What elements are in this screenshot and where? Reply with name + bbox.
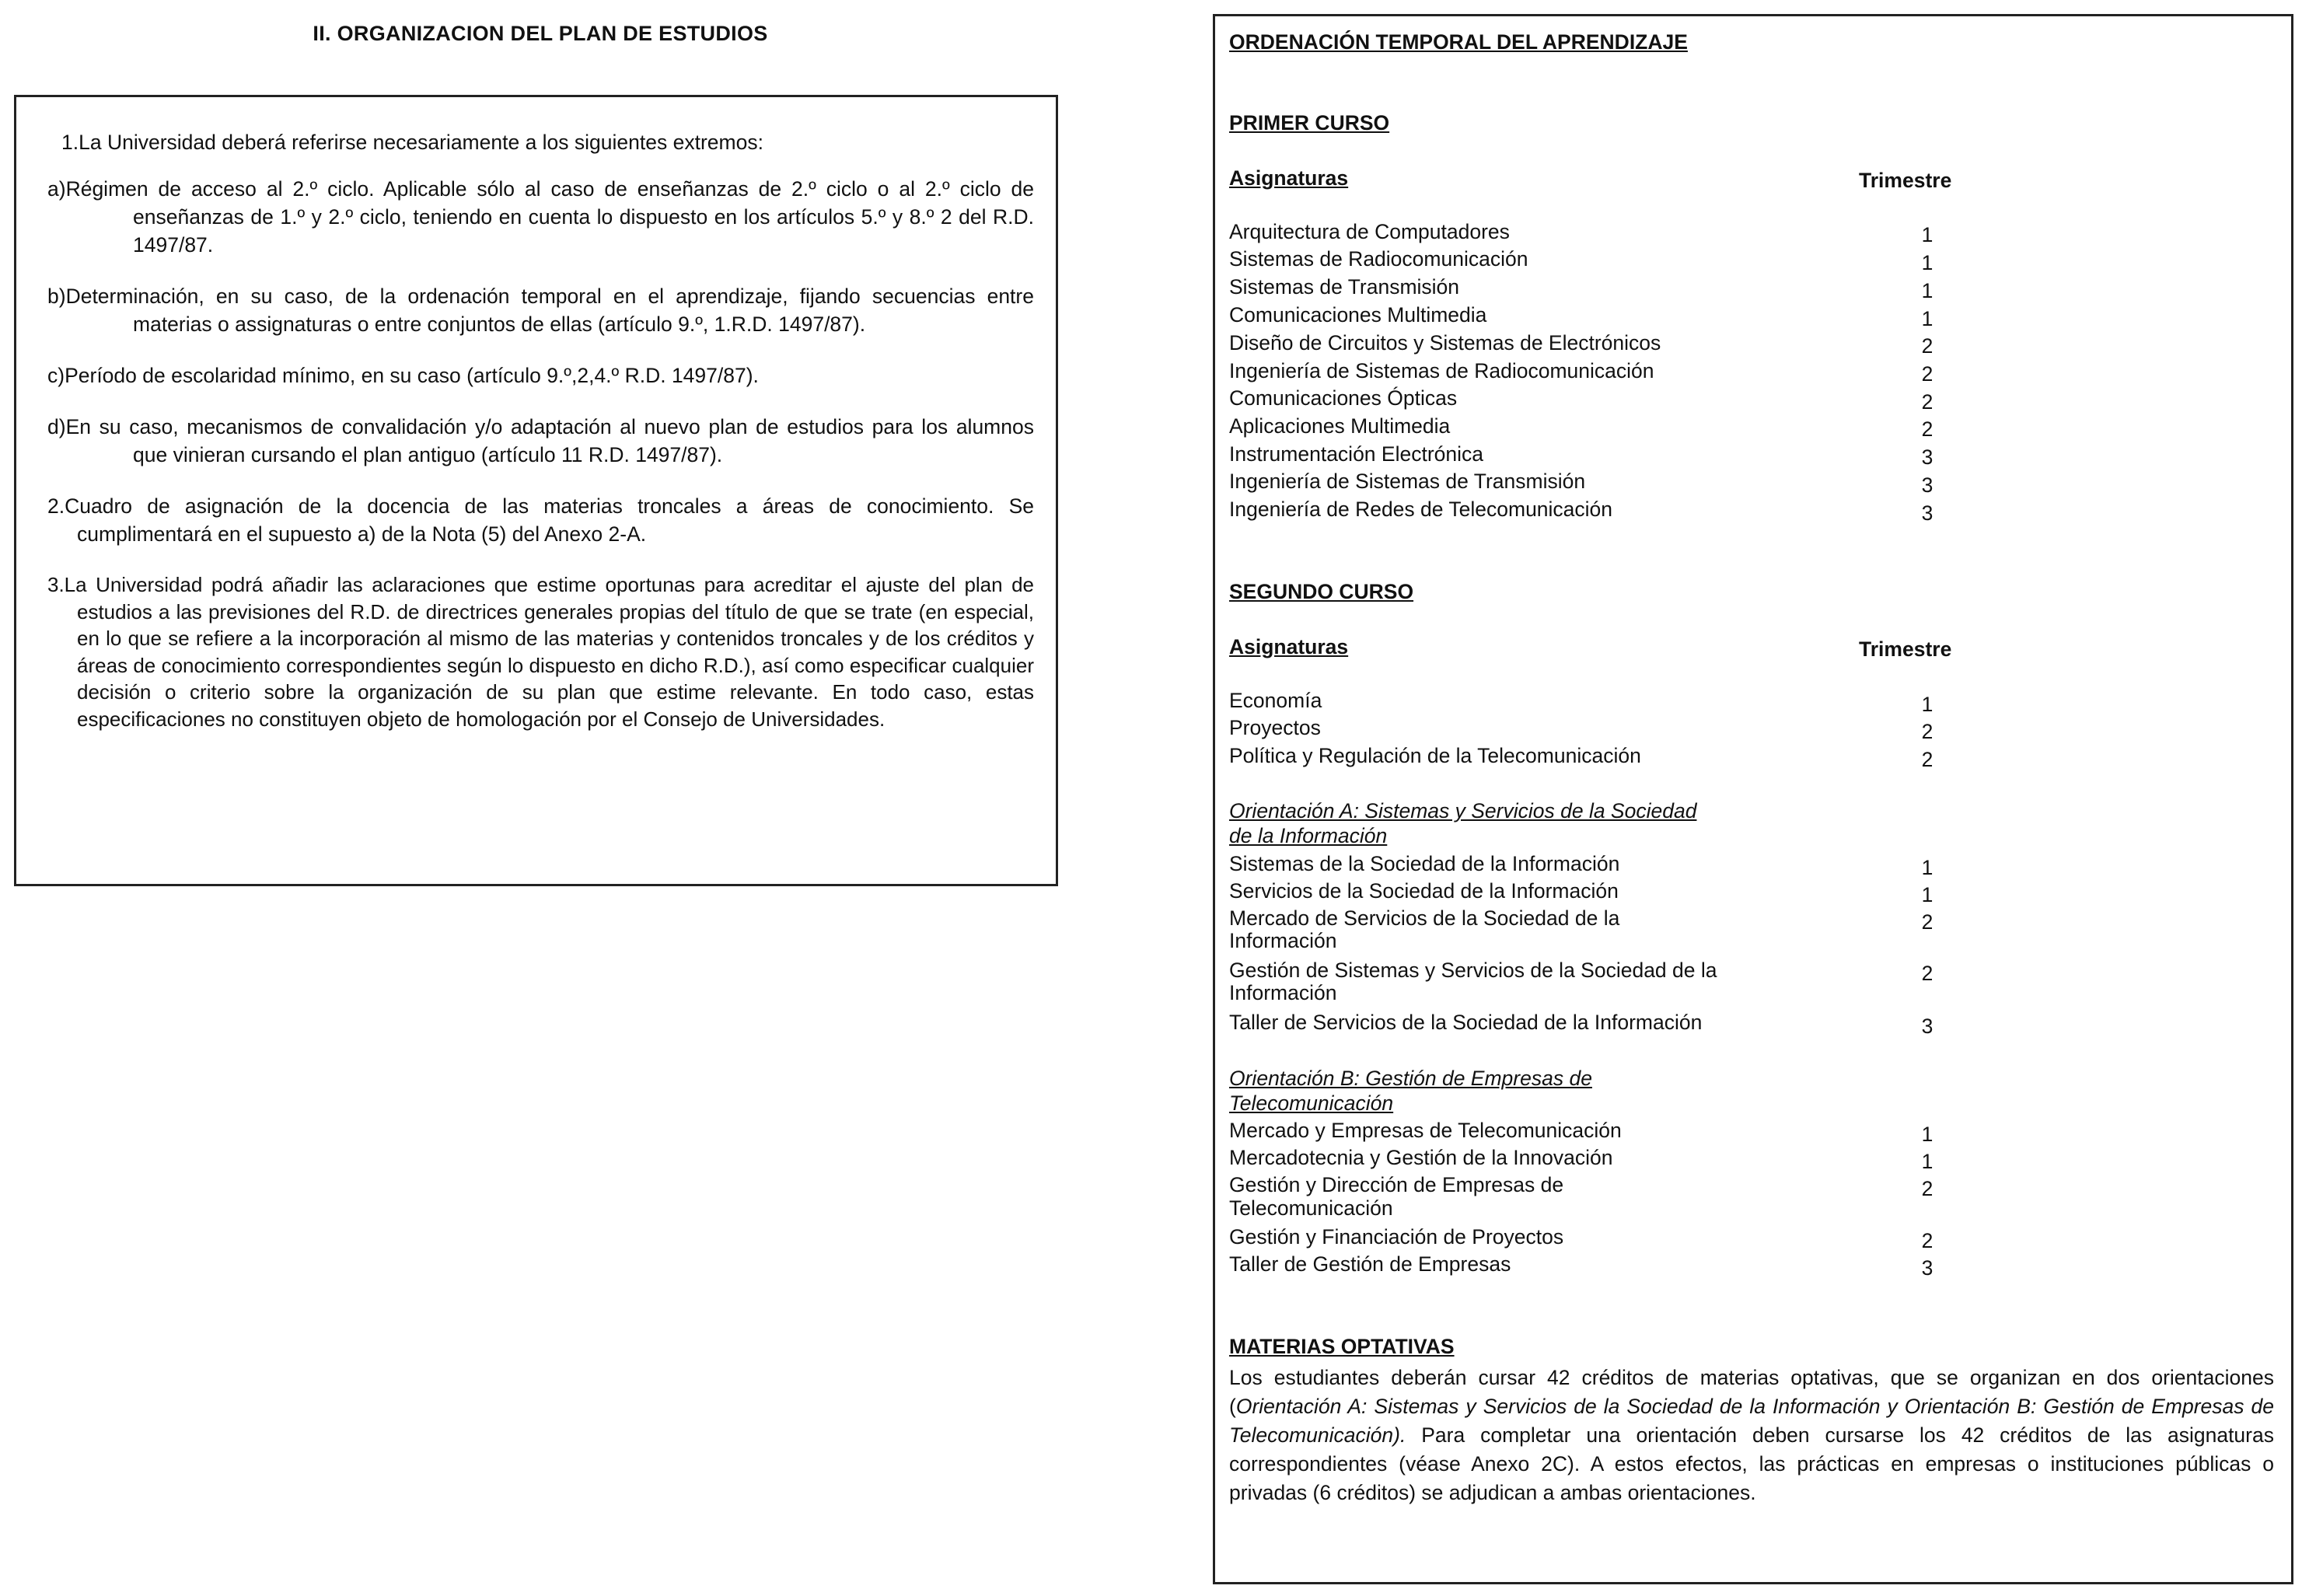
- table-row-trimestre: 1: [1921, 279, 1933, 302]
- table-row-trimestre: 1: [1921, 251, 1933, 274]
- optativas-text-end: Para completar una orientación deben cursarse los 42 créditos de las asignaturas correspondientes (véase Anexo 2C). A estos efectos, las prácticas en empresas o instituciones públicas o privadas (6 créditos) se adjudican a ambas orientaciones.: [1229, 1423, 2274, 1504]
- segundo-col-trimestre: Trimestre: [1859, 637, 1952, 661]
- table-row-name: Mercado de Servicios de la Sociedad de la: [1229, 906, 1620, 930]
- table-row-trimestre: 1: [1921, 1123, 1933, 1146]
- table-row-name: Gestión de Sistemas y Servicios de la Sociedad de la: [1229, 959, 1717, 982]
- table-row-trimestre: 3: [1921, 1256, 1933, 1280]
- optativas-text-start: Los estudiantes deberán cursar 42 créditos de materias optativas, que se organizan en dos orientaciones (: [1229, 1366, 2274, 1418]
- table-row-name: Ingeniería de Sistemas de Radiocomunicación: [1229, 359, 1654, 382]
- table-row-name: Ingeniería de Redes de Telecomunicación: [1229, 498, 1613, 521]
- table-row-name: Mercadotecnia y Gestión de la Innovación: [1229, 1146, 1613, 1169]
- intro-paragraph: 1.La Universidad deberá referirse necesariamente a los siguientes extremos:: [61, 131, 763, 154]
- table-row-name: Servicios de la Sociedad de la Información: [1229, 879, 1619, 903]
- table-row-name: Comunicaciones Multimedia: [1229, 303, 1487, 327]
- table-row-name: Política y Regulación de la Telecomunicación: [1229, 744, 1641, 767]
- segundo-col-asignaturas: Asignaturas: [1229, 635, 1349, 658]
- primer-col-asignaturas: Asignaturas: [1229, 166, 1349, 190]
- item-a: a)Régimen de acceso al 2.º ciclo. Aplicable sólo al caso de enseñanzas de 2.º ciclo o al 2.º ciclo de enseñanzas de 1.º y 2.º ciclo, teniendo en cuenta lo dispuesto en los artículos 5.º y 8.º 2 del R.D. 1497/87.: [47, 177, 1034, 257]
- table-row-name: Taller de Gestión de Empresas: [1229, 1252, 1511, 1276]
- primer-curso-heading: PRIMER CURSO: [1229, 111, 1390, 134]
- point-2: 2.Cuadro de asignación de la docencia de las materias troncales a áreas de conocimiento. Se cumplimentará en el supuesto a) de la Nota (5) del Anexo 2-A.: [47, 494, 1034, 546]
- table-row-name: Aplicaciones Multimedia: [1229, 414, 1451, 438]
- table-row-name-cont: Información: [1229, 929, 1337, 952]
- orientacion-b-title-line2: Telecomunicación: [1229, 1091, 1394, 1115]
- table-row-trimestre: 3: [1921, 1015, 1933, 1038]
- table-row-name: Gestión y Dirección de Empresas de: [1229, 1173, 1564, 1196]
- table-row-trimestre: 2: [1921, 1177, 1933, 1200]
- table-row-name: Sistemas de Radiocomunicación: [1229, 247, 1528, 271]
- table-row-trimestre: 2: [1921, 1229, 1933, 1252]
- point-3: 3.La Universidad podrá añadir las aclaraciones que estime oportunas para acreditar el ajuste del plan de estudios a las previsiones del R.D. de directrices generales propias del título de que se trate (en especial, en lo que se refiere a la incorporación al mismo de las materias y contenidos troncales y de los créditos y áreas de conocimiento correspondientes según lo dispuesto en dicho R.D.), así como especificar cualquier decisión o criterio sobre la organización de su plan que estime relevante. En todo caso, estas especificaciones no constituyen objeto de homologación por el Consejo de Universidades.: [47, 573, 1034, 731]
- orientacion-b-title: Orientación B: Gestión de Empresas de: [1229, 1067, 1592, 1090]
- table-row-trimestre: 3: [1921, 473, 1933, 497]
- table-row-trimestre: 1: [1921, 1150, 1933, 1173]
- table-row-name: Comunicaciones Ópticas: [1229, 386, 1458, 410]
- table-row-name: Gestión y Financiación de Proyectos: [1229, 1225, 1564, 1249]
- optativas-text-italic: Orientación A: Sistemas y Servicios de la Sociedad de la Información y Orientación B: Gestión de Empresas de Telecomunicación).: [1229, 1395, 2274, 1447]
- table-row-name: Proyectos: [1229, 716, 1321, 739]
- table-row-trimestre: 2: [1921, 720, 1933, 743]
- ordenacion-box: [1213, 14, 2293, 1584]
- orientacion-a-title-line2: de la Información: [1229, 824, 1388, 847]
- table-row-name: Economía: [1229, 689, 1322, 712]
- segundo-curso-heading: SEGUNDO CURSO: [1229, 580, 1414, 603]
- left-page-title: II. ORGANIZACION DEL PLAN DE ESTUDIOS: [313, 22, 768, 45]
- table-row-trimestre: 1: [1921, 883, 1933, 906]
- table-row-trimestre: 2: [1921, 962, 1933, 985]
- instructions-box: [14, 95, 1058, 886]
- table-row-name: Arquitectura de Computadores: [1229, 220, 1510, 243]
- table-row-trimestre: 2: [1921, 910, 1933, 934]
- item-b: b)Determinación, en su caso, de la ordenación temporal en el aprendizaje, fijando secuencias entre materias o assignaturas o entre conjuntos de ellas (artículo 9.º, 1.R.D. 1497/87).: [47, 285, 1034, 336]
- table-row-name: Ingeniería de Sistemas de Transmisión: [1229, 470, 1586, 493]
- table-row-name-cont: Información: [1229, 981, 1337, 1004]
- table-row-name: Mercado y Empresas de Telecomunicación: [1229, 1119, 1622, 1142]
- table-row-trimestre: 1: [1921, 856, 1933, 879]
- materias-optativas-heading: MATERIAS OPTATIVAS: [1229, 1335, 1455, 1358]
- primer-col-trimestre: Trimestre: [1859, 169, 1952, 192]
- table-row-trimestre: 2: [1921, 362, 1933, 386]
- table-row-trimestre: 2: [1921, 417, 1933, 441]
- table-row-name: Instrumentación Electrónica: [1229, 442, 1483, 466]
- table-row-trimestre: 3: [1921, 501, 1933, 525]
- table-row-name: Sistemas de Transmisión: [1229, 275, 1460, 299]
- table-row-name: Sistemas de la Sociedad de la Información: [1229, 852, 1620, 875]
- table-row-trimestre: 2: [1921, 334, 1933, 358]
- table-row-trimestre: 1: [1921, 693, 1933, 716]
- item-d: d)En su caso, mecanismos de convalidación y/o adaptación al nuevo plan de estudios para los alumnos que vinieran cursando el plan antiguo (artículo 11 R.D. 1497/87).: [47, 415, 1034, 466]
- materias-optativas-text: [1229, 1364, 2274, 1507]
- table-row-name: Taller de Servicios de la Sociedad de la Información: [1229, 1011, 1703, 1034]
- orientacion-a-title: Orientación A: Sistemas y Servicios de la Sociedad: [1229, 799, 1697, 822]
- table-row-trimestre: 1: [1921, 223, 1933, 246]
- table-row-trimestre: 2: [1921, 390, 1933, 414]
- table-row-name: Diseño de Circuitos y Sistemas de Electrónicos: [1229, 331, 1661, 354]
- table-row-trimestre: 2: [1921, 748, 1933, 771]
- ordenacion-title: ORDENACIÓN TEMPORAL DEL APRENDIZAJE: [1229, 30, 1688, 54]
- item-c: c)Período de escolaridad mínimo, en su caso (artículo 9.º,2,4.º R.D. 1497/87).: [47, 364, 759, 387]
- table-row-trimestre: 1: [1921, 307, 1933, 330]
- table-row-trimestre: 3: [1921, 445, 1933, 469]
- table-row-name-cont: Telecomunicación: [1229, 1196, 1393, 1220]
